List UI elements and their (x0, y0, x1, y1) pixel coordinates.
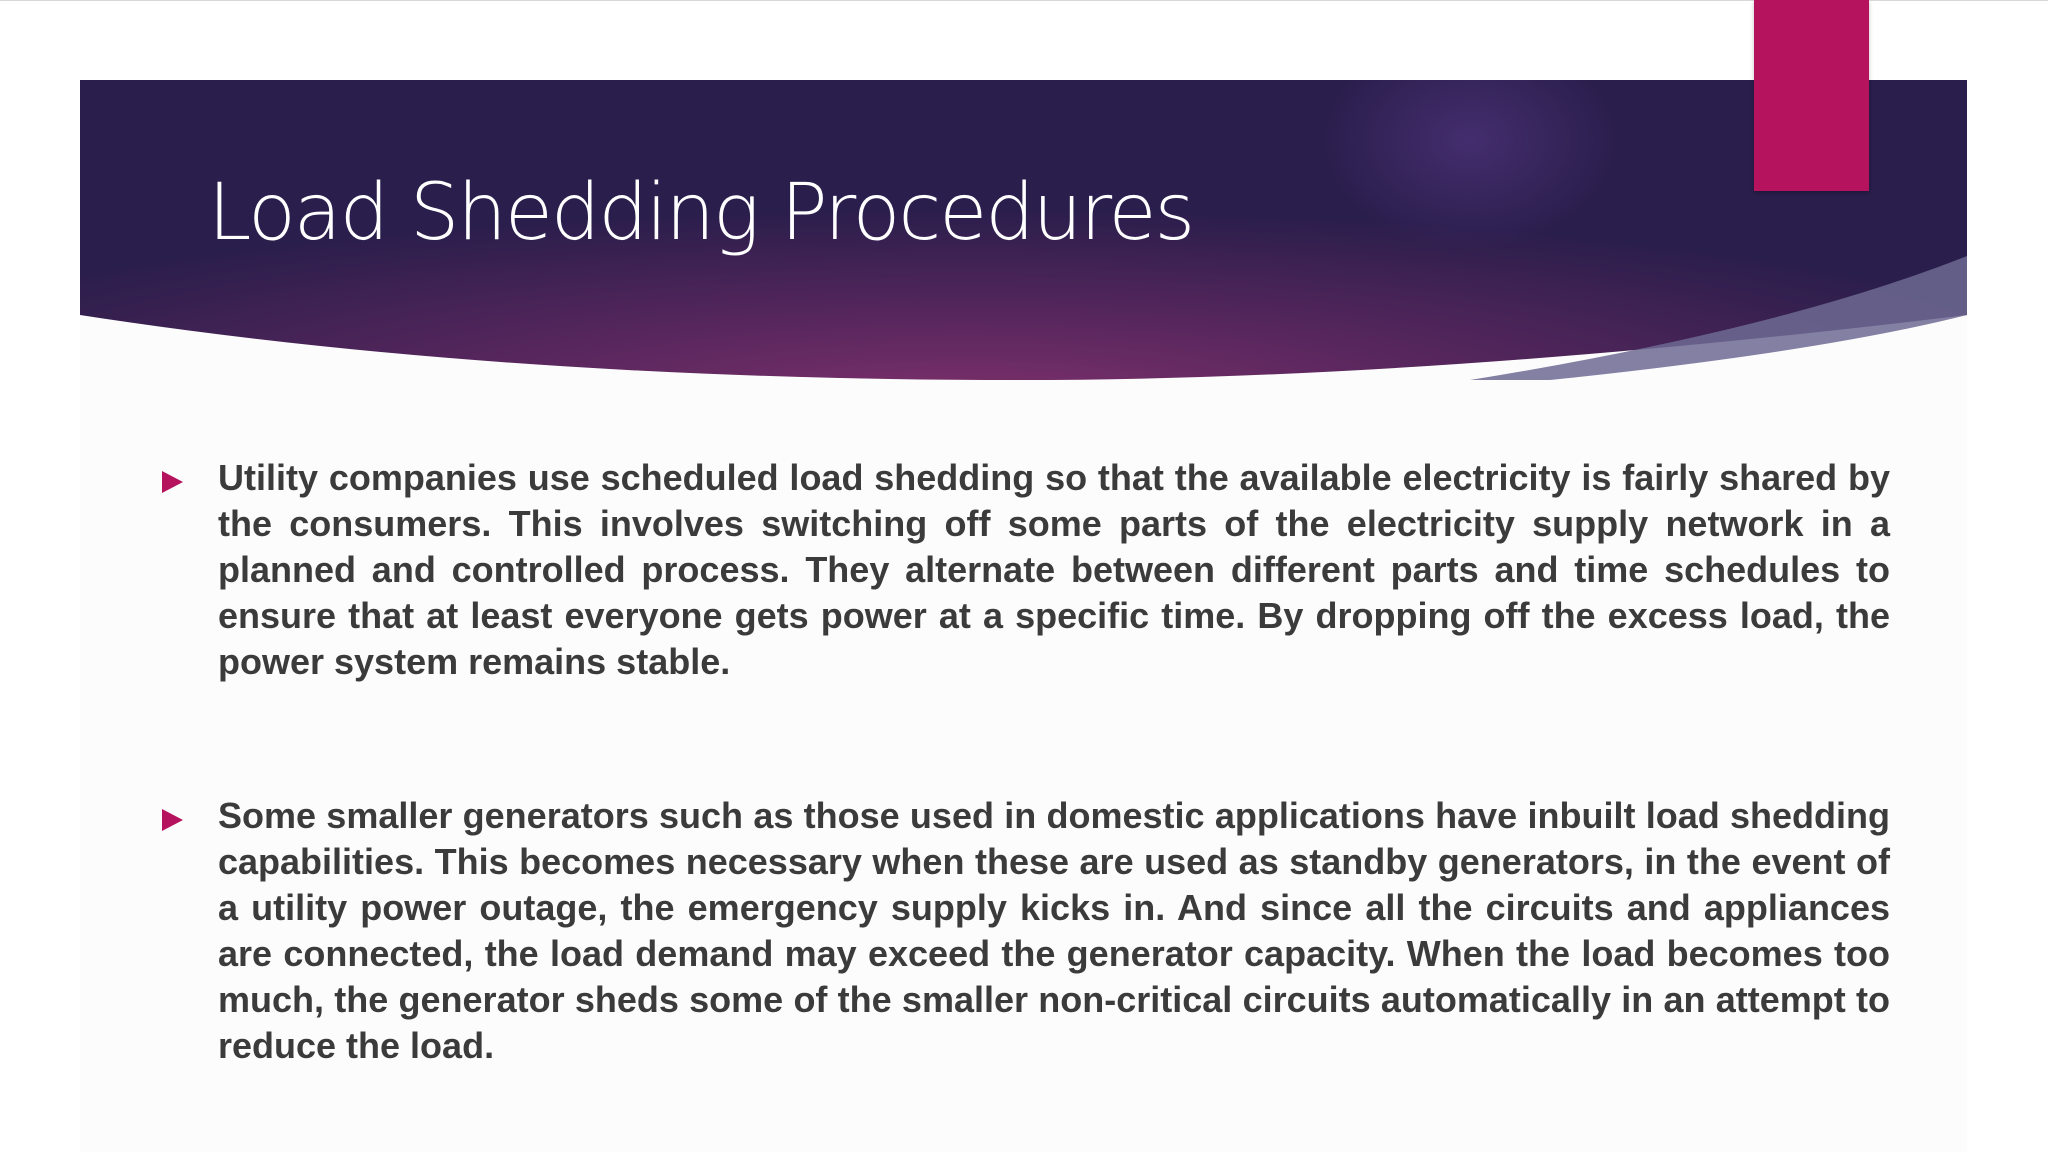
accent-tab (1754, 0, 1869, 191)
bullet-item (160, 455, 1890, 685)
bullet-text: Some smaller generators such as those used in domestic applications have inbuilt load shedding capabilities. This becomes necessary when these are used as standby generators, in the event of a utility power outage, the emergency supply kicks in. And since all the circuits and appliances are connected, the load demand may exceed the generator capacity. When the load becomes too much, the generator sheds some of the smaller non-critical circuits automatically in an attempt to reduce the load. (218, 795, 1890, 1066)
bullet-list (160, 455, 1890, 1152)
top-border (0, 0, 2048, 1)
bullet-item (160, 793, 1890, 1069)
triangle-right-icon (162, 471, 183, 493)
bullet-text: Utility companies use scheduled load shedding so that the available electricity is fairly shared by the consumers. This involves switching off some parts of the electricity supply network in a planned and controlled process. They alternate between different parts and time schedules to ensure that at least everyone gets power at a specific time. By dropping off the excess load, the power system remains stable. (218, 457, 1890, 682)
slide-title: Load Shedding Procedures (208, 168, 1194, 258)
triangle-right-icon (162, 809, 183, 831)
